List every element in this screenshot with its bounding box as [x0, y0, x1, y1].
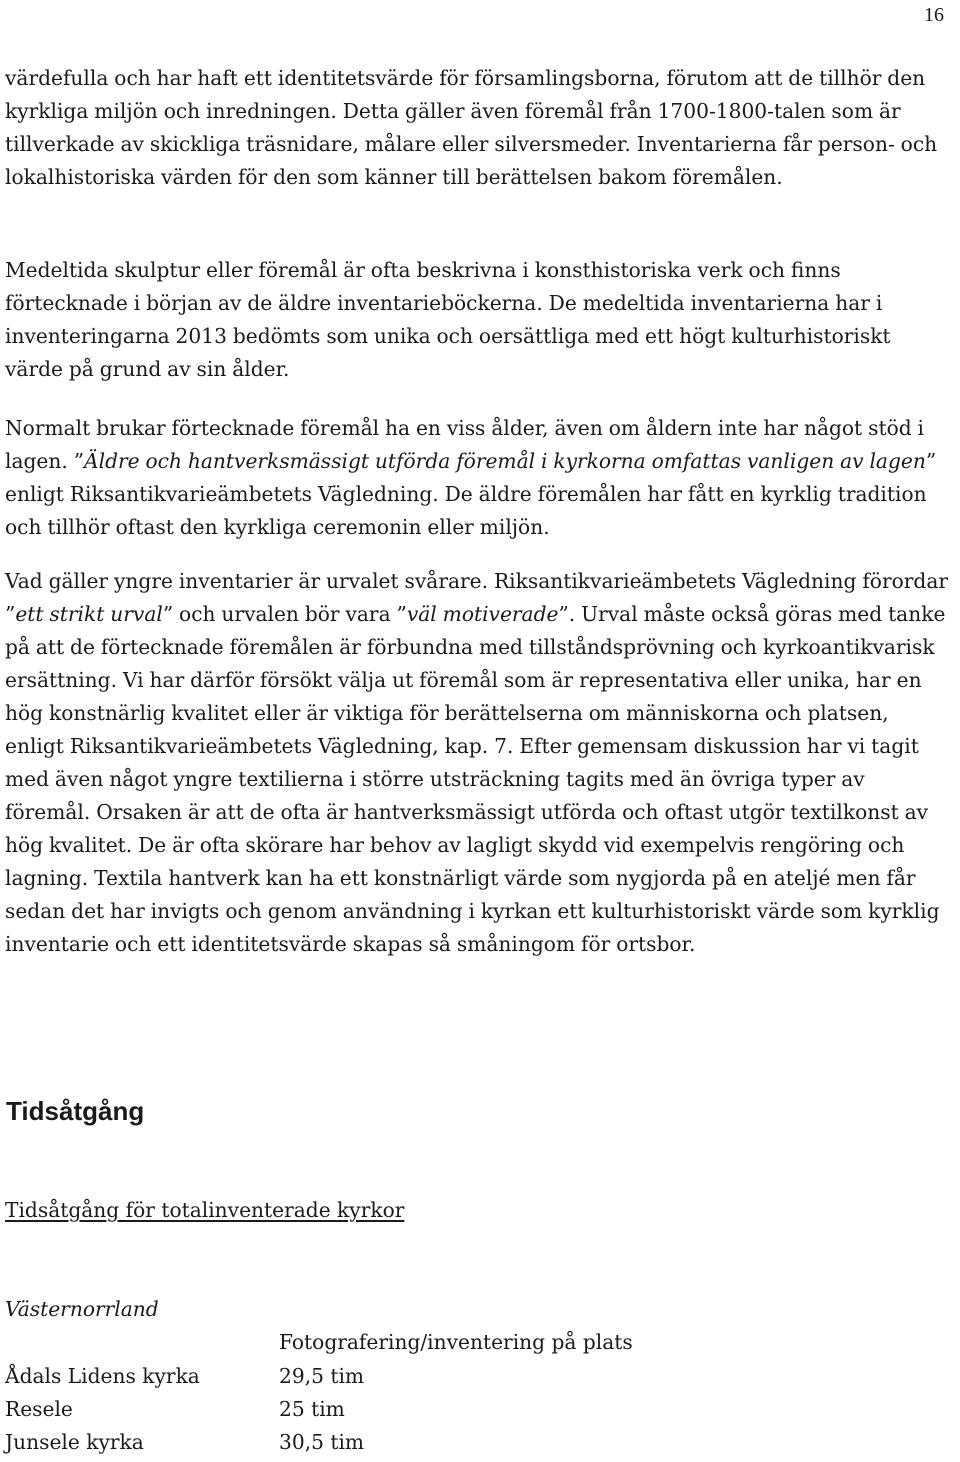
time-column-header: Fotografering/inventering på plats: [279, 1330, 633, 1354]
body-paragraph-2: [5, 254, 952, 386]
church-name: Junsele kyrka: [5, 1430, 144, 1454]
italic-quote: väl motiverade: [406, 602, 559, 626]
paragraph-text: Normalt brukar förtecknade föremål ha en viss ålder, även om åldern inte har något stöd i lagen. ”: [5, 416, 925, 473]
paragraph-text: Vad gäller yngre inventarier är urvalet svårare. Riksantikvarieämbetets Vägledning förordar ”: [5, 569, 949, 626]
italic-quote: ett strikt urval: [15, 602, 163, 626]
body-paragraph-3: [5, 412, 952, 544]
time-value: 29,5 tim: [279, 1364, 365, 1388]
page-number: 16: [924, 4, 944, 26]
paragraph-text: värdefulla och har haft ett identitetsvärde för församlingsborna, förutom att de tillhör den kyrkliga miljön och inredningen. Detta gäller även föremål från 1700-1800-talen som är tillverkade av skickliga träsnidare, målare eller silversmeder. Inventarierna får person- och lokalhistoriska värden för den som känner till berättelsen bakom föremålen.: [5, 66, 938, 189]
section-heading: Tidsåtgång: [6, 1096, 145, 1126]
paragraph-text: ” enligt Riksantikvarieämbetets Vägledning. De äldre föremålen har fått en kyrklig tradition och tillhör oftast den kyrkliga ceremonin eller miljön.: [5, 449, 937, 539]
paragraph-text: ”. Urval måste också göras med tanke på att de förtecknade föremålen är förbundna med tillståndsprövning och kyrkoantikvarisk ersättning. Vi har därför försökt välja ut föremål som är representativa eller unika, har en hög konstnärlig kvalitet eller är viktiga för berättelserna om människorna och platsen, enligt Riksantikvarieämbetets Vägledning, kap. 7. Efter gemensam diskussion har vi tagit med även något yngre textilierna i större utsträckning tagits med än övriga typer av föremål. Orsaken är att de ofta är hantverksmässigt utförda och oftast utgör textilkonst av hög kvalitet. De är ofta skörare har behov av lagligt skydd vid exempelvis rengöring och lagning. Textila hantverk kan ha ett konstnärligt värde som nygjorda på en ateljé men får sedan det har invigts och genom användning i kyrkan ett kulturhistoriskt värde som kyrklig inventarie och ett identitetsvärde skapas så småningom för ortsbor.: [5, 602, 946, 956]
body-paragraph-1: [5, 62, 952, 194]
paragraph-text: ” och urvalen bör vara ”: [162, 602, 407, 626]
section-subheading: Tidsåtgång för totalinventerade kyrkor: [5, 1198, 405, 1222]
church-name: Ådals Lidens kyrka: [5, 1364, 200, 1388]
time-value: 25 tim: [279, 1397, 345, 1421]
italic-quote: Äldre och hantverksmässigt utförda föremål i kyrkorna omfattas vanligen av lagen: [84, 449, 926, 473]
church-name: Resele: [5, 1397, 73, 1421]
body-paragraph-4: [5, 565, 952, 961]
paragraph-text: Medeltida skulptur eller föremål är ofta beskrivna i konsthistoriska verk och finns förtecknade i början av de äldre inventarieböckerna. De medeltida inventarierna har i inventeringarna 2013 bedömts som unika och oersättliga med ett högt kulturhistoriskt värde på grund av sin ålder.: [5, 258, 891, 381]
time-value: 30,5 tim: [279, 1430, 365, 1454]
region-label: Västernorrland: [5, 1297, 159, 1321]
